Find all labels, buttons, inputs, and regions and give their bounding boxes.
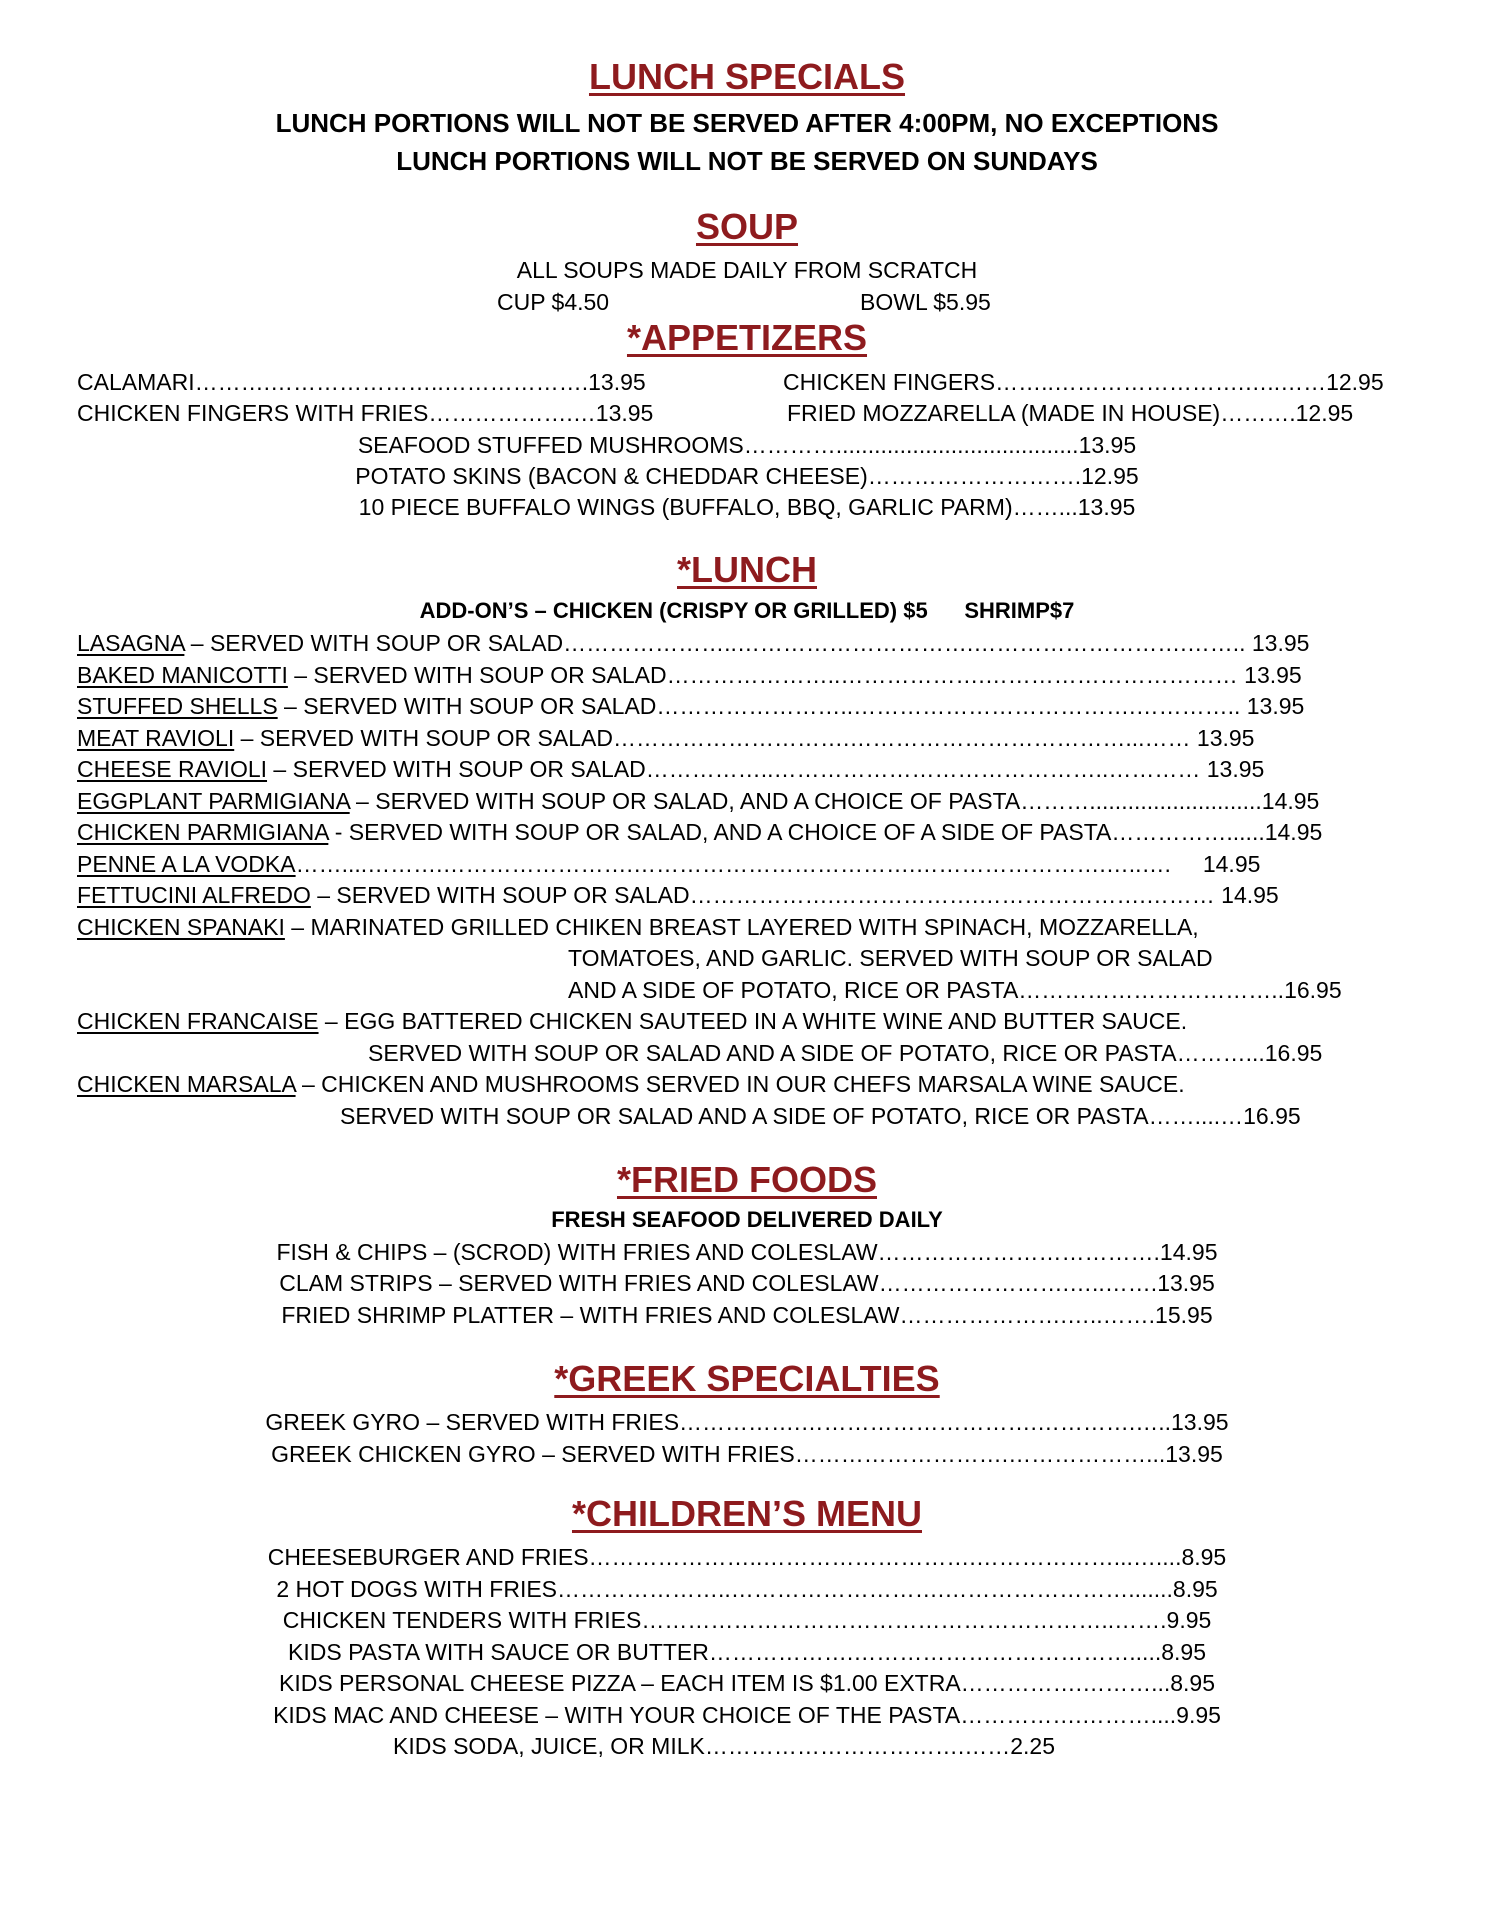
lunch-item-name: STUFFED SHELLS: [77, 693, 278, 719]
lunch-item-name: BAKED MANICOTTI: [77, 662, 288, 688]
appetizer-chicken-fingers-fries: CHICKEN FINGERS WITH FRIES……………….…13.95: [77, 400, 654, 426]
marsala-desc-line2: SERVED WITH SOUP OR SALAD AND A SIDE OF POTATO, RICE OR PASTA……....…16.95: [340, 1103, 1301, 1129]
lunch-item-name: PENNE A LA VODKA: [77, 851, 296, 877]
spanaki-desc-line2: TOMATOES, AND GARLIC. SERVED WITH SOUP OR SALAD: [568, 945, 1213, 971]
lunch-item: [77, 788, 1319, 814]
kids-item: KIDS PASTA WITH SAUCE OR BUTTER……………….……………………………….....8.95: [288, 1639, 1206, 1665]
lunch-item-desc: – SERVED WITH SOUP OR SALAD……………….……………….………………….……… 14.95: [310, 882, 1279, 908]
greek-item-gyro: GREEK GYRO – SERVED WITH FRIES…………….………………………….………….…..13.95: [265, 1409, 1229, 1435]
francaise-desc-line2: SERVED WITH SOUP OR SALAD AND A SIDE OF POTATO, RICE OR PASTA………...16.95: [368, 1040, 1323, 1066]
lunch-item-name: FETTUCINI ALFREDO: [77, 882, 311, 908]
lunch-item-name: CHICKEN PARMIGIANA: [77, 819, 329, 845]
appetizer-calamari: CALAMARI……….…………………..……………….13.95: [77, 369, 646, 395]
lunch-item-desc: – SERVED WITH SOUP OR SALAD…………………..………………………….……………………….…….. 13.95: [184, 630, 1310, 656]
notice-after-4pm: LUNCH PORTIONS WILL NOT BE SERVED AFTER 4:00PM, NO EXCEPTIONS: [275, 108, 1219, 138]
fried-foods-heading: *FRIED FOODS: [616, 1159, 877, 1200]
lunch-item-desc: – SERVED WITH SOUP OR SALAD…………………..……………….…………………………… 13.95: [287, 662, 1302, 688]
kids-item: KIDS PERSONAL CHEESE PIZZA – EACH ITEM IS $1.00 EXTRA…………….………...8.95: [278, 1670, 1215, 1696]
kids-item: CHICKEN TENDERS WITH FRIES……………………………………………………..…….9.95: [282, 1607, 1212, 1633]
lunch-heading: *LUNCH: [677, 549, 817, 590]
childrens-menu-heading: *CHILDREN’S MENU: [571, 1493, 922, 1534]
lunch-item: [77, 882, 1279, 908]
lunch-item: [77, 662, 1302, 688]
fried-item-clam-strips: CLAM STRIPS – SERVED WITH FRIES AND COLESLAW…………………….…..…….13.95: [279, 1270, 1215, 1296]
appetizer-potato-skins: POTATO SKINS (BACON & CHEDDAR CHEESE)……………………….12.95: [355, 463, 1139, 489]
lunch-item: [77, 630, 1309, 656]
fried-item-fish-chips: FISH & CHIPS – (SCROD) WITH FRIES AND COLESLAW……………………………….14.95: [276, 1239, 1218, 1265]
lunch-item-desc: – SERVED WITH SOUP OR SALAD……………………..……………………………….………….. 13.95: [277, 693, 1305, 719]
soup-bowl-price: BOWL $5.95: [860, 289, 991, 315]
lunch-item: [77, 693, 1304, 719]
appetizers-heading: *APPETIZERS: [626, 317, 868, 358]
lunch-item: [77, 819, 1322, 845]
lunch-item-desc: ……....……….…………………….……………………………….…………………….…..…. 14.95: [295, 851, 1261, 877]
lunch-item-name: CHICKEN MARSALA: [77, 1071, 296, 1097]
greek-heading: *GREEK SPECIALTIES: [554, 1358, 940, 1399]
appetizer-chicken-fingers: CHICKEN FINGERS……..…………………….…..……12.95: [783, 369, 1384, 395]
greek-item-chicken-gyro: GREEK CHICKEN GYRO – SERVED WITH FRIES……………………….………………...13.95: [271, 1441, 1223, 1467]
fried-foods-note: FRESH SEAFOOD DELIVERED DAILY: [551, 1207, 943, 1232]
kids-drink: KIDS SODA, JUICE, OR MILK…………………………….……2.25: [393, 1733, 1055, 1759]
fried-item-shrimp-platter: FRIED SHRIMP PLATTER – WITH FRIES AND COLESLAW………………….…..…….15.95: [281, 1302, 1213, 1328]
spanaki-desc-line3: AND A SIDE OF POTATO, RICE OR PASTA……………………………..16.95: [568, 977, 1342, 1003]
lunch-item-spanaki: [77, 914, 1199, 940]
lunch-item: [77, 756, 1264, 782]
kids-item: CHEESEBURGER AND FRIES…………………..……………………….………………...…....8.95: [267, 1544, 1227, 1570]
lunch-item-name: MEAT RAVIOLI: [77, 725, 235, 751]
appetizer-buffalo-wings: 10 PIECE BUFFALO WINGS (BUFFALO, BBQ, GARLIC PARM)……...13.95: [358, 494, 1136, 520]
soup-heading: SOUP: [695, 206, 799, 247]
lunch-item-desc: – SERVED WITH SOUP OR SALAD……………..……………………………………..………… 13.95: [267, 756, 1265, 782]
soup-cup-price: CUP $4.50: [497, 289, 610, 315]
lunch-item-name: LASAGNA: [77, 630, 185, 656]
lunch-item: [77, 851, 1260, 877]
lunch-item-francaise: [77, 1008, 1187, 1034]
lunch-item-desc: – SERVED WITH SOUP OR SALAD, AND A CHOICE OF PASTA………...........................14.95: [349, 788, 1320, 814]
lunch-addons: ADD-ON’S – CHICKEN (CRISPY OR GRILLED) $5 SHRIMP$7: [419, 598, 1075, 623]
lunch-item-desc: – SERVED WITH SOUP OR SALAD………………………….………………………………...…… 13.95: [234, 725, 1255, 751]
notice-sundays: LUNCH PORTIONS WILL NOT BE SERVED ON SUNDAYS: [396, 146, 1098, 176]
lunch-item-name: EGGPLANT PARMIGIANA: [77, 788, 350, 814]
lunch-item-desc: - SERVED WITH SOUP OR SALAD, AND A CHOICE OF A SIDE OF PASTA……………......14.95: [328, 819, 1323, 845]
kids-item: KIDS MAC AND CHEESE – WITH YOUR CHOICE OF THE PASTA…………….………....9.95: [273, 1702, 1221, 1728]
lunch-item-name: CHICKEN SPANAKI: [77, 914, 285, 940]
page-title: LUNCH SPECIALS: [588, 56, 906, 97]
lunch-item-name: CHEESE RAVIOLI: [77, 756, 268, 782]
kids-item: 2 HOT DOGS WITH FRIES…………………..……………………….…………………….......8.95: [276, 1576, 1218, 1602]
lunch-item: [77, 725, 1254, 751]
lunch-item-name: CHICKEN FRANCAISE: [77, 1008, 319, 1034]
lunch-item-marsala: [77, 1071, 1185, 1097]
appetizer-seafood-mushrooms: SEAFOOD STUFFED MUSHROOMS…………......................................13.95: [357, 432, 1137, 458]
soup-note: ALL SOUPS MADE DAILY FROM SCRATCH: [516, 257, 978, 283]
appetizer-fried-mozzarella: FRIED MOZZARELLA (MADE IN HOUSE)……….12.95: [787, 400, 1354, 426]
lunch-item-desc: – EGG BATTERED CHICKEN SAUTEED IN A WHITE WINE AND BUTTER SAUCE.: [318, 1008, 1188, 1034]
lunch-item-desc: – MARINATED GRILLED CHIKEN BREAST LAYERED WITH SPINACH, MOZZARELLA,: [284, 914, 1199, 940]
lunch-item-desc: – CHICKEN AND MUSHROOMS SERVED IN OUR CHEFS MARSALA WINE SAUCE.: [295, 1071, 1185, 1097]
